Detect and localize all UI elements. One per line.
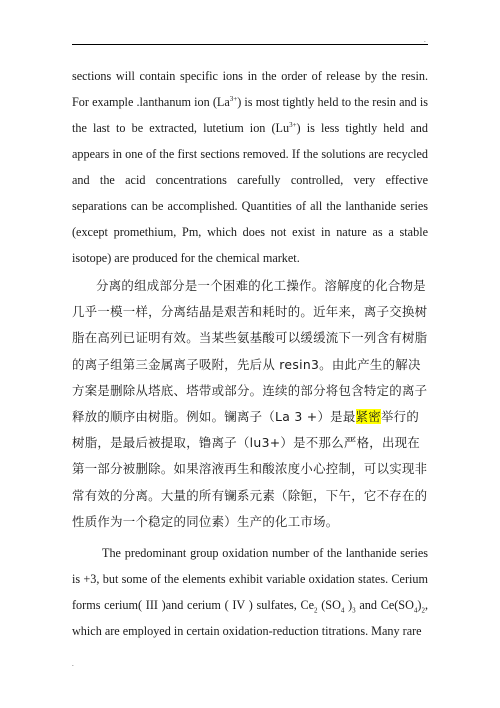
p1-superscript-2: 3+	[289, 120, 297, 129]
p1-text-2: ) is most tightly held to the resin and is the last to be extracted, lutetium ion (Lu	[72, 95, 428, 135]
english-paragraph-1	[72, 63, 428, 271]
footer-mark: .	[72, 660, 74, 668]
p3-subscript-3: 3	[352, 606, 356, 615]
p1-superscript-1: 3+	[229, 94, 238, 103]
p3-text-6: , which are employed in certain oxidation-reduction titrations. Many rare	[72, 598, 428, 638]
p2-text-2: 举行的树脂，是最后被提取，镥离子（lu3+）是不那么严格，出现在第一部分被删除。如果溶液再生和酸浓度小心控制，可以实现非常有效的分离。大量的所有镧系元素（除钷，下午，它不存在的性质作为一个稳定的同位素）生产的化工市场。	[72, 409, 428, 529]
p3-text-4: and Ce(SO	[355, 598, 414, 612]
header-mark: .	[424, 36, 426, 44]
p3-text-3: )	[344, 598, 353, 612]
p3-text-1: The predominant group oxidation number of the lanthanide series is +3, but some of the elements exhibit variable oxidation states. Cerium forms cerium( III )and cerium ( IV ) sulfates, Ce	[72, 546, 428, 612]
p3-subscript-2: 4	[340, 606, 345, 615]
english-paragraph-2	[72, 540, 428, 644]
p3-text-5: )	[417, 598, 422, 612]
p3-subscript-4: 4	[413, 606, 418, 615]
p3-subscript-1: 2	[314, 606, 318, 615]
p1-text-1: sections will contain specific ions in the order of release by the resin. For example .lanthanum ion (La	[72, 69, 428, 109]
highlighted-word: 紧密	[355, 409, 381, 425]
p3-text-2: (SO	[317, 598, 341, 612]
p3-subscript-5: 2	[421, 606, 425, 615]
header-rule	[72, 44, 428, 45]
chinese-paragraph	[72, 273, 428, 535]
p1-text-3: ) is less tightly held and appears in one of the first sections removed. If the solutions are recycled and the acid concentrations carefully controlled, very effective separations can be accomplished. Quantities of all the lanthanide series (except promethium, Pm, which does not exist in nature as a stable isotope) are produced for the chemical market.	[72, 121, 428, 265]
p2-text-1: 分离的组成部分是一个困难的化工操作。溶解度的化合物是几乎一模一样，分离结晶是艰苦和耗时的。近年来，离子交换树脂在高列已证明有效。当某些氨基酸可以缓缓流下一列含有树脂的离子组第三金属离子吸附，先后从 resin3。由此产生的解决方案是删除从塔底、塔带或部分。连续的部分将包含特定的离子释放的顺序由树脂。例如。镧离子（La 3 +）是最	[72, 278, 428, 425]
